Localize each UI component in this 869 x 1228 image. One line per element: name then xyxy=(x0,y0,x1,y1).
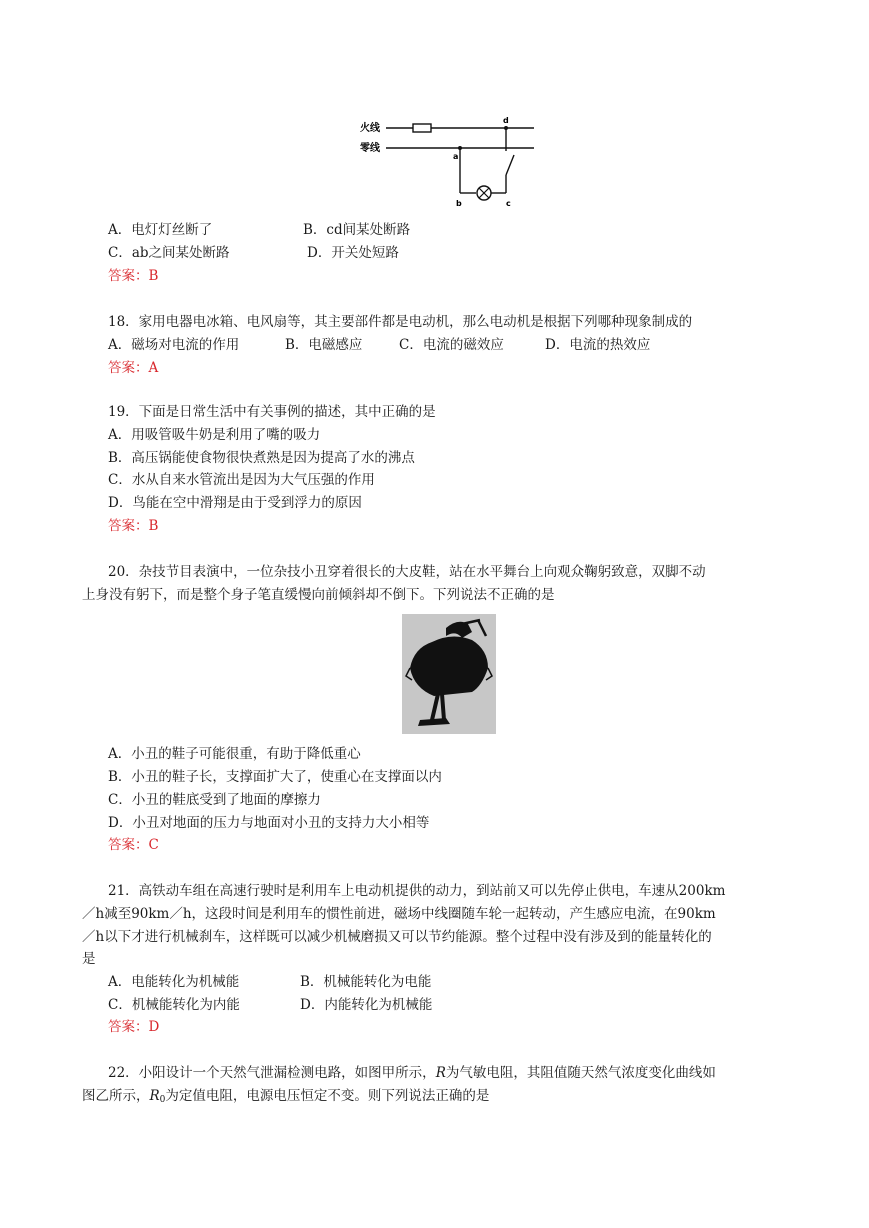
q20-option-d: D．小丑对地面的压力与地面对小丑的支持力大小相等 xyxy=(108,815,430,831)
q18-option-b: B．电磁感应 xyxy=(285,337,363,353)
q22-var-r0: R xyxy=(149,1088,160,1104)
q18-option-c: C．电流的磁效应 xyxy=(399,337,504,353)
q19-option-d: D．鸟能在空中滑翔是由于受到浮力的原因 xyxy=(108,495,362,511)
q22-var-r: R xyxy=(435,1065,446,1081)
circuit-diagram xyxy=(358,113,538,217)
q20-option-b: B．小丑的鞋子长，支撑面扩大了，使重心在支撑面以内 xyxy=(108,769,442,785)
q21-option-c: C．机械能转化为内能 xyxy=(108,997,240,1013)
node-a-label: a xyxy=(453,152,459,161)
q19-stem: 19．下面是日常生活中有关事例的描述，其中正确的是 xyxy=(108,404,436,420)
q17-option-c: C．ab之间某处断路 xyxy=(108,245,230,261)
q21-answer: 答案：D xyxy=(108,1019,160,1035)
q18-option-a: A．磁场对电流的作用 xyxy=(108,337,240,353)
node-b-label: b xyxy=(456,199,462,208)
fire-wire-label: 火线 xyxy=(360,123,380,134)
q21-option-d: D．内能转化为机械能 xyxy=(300,997,433,1013)
q21-stem-line-2: ／h减至90km／h，这段时间是利用车的惯性前进，磁场中线圈随车轮一起转动，产生感应电流，在90km xyxy=(82,906,716,922)
q22-stem-line-1 xyxy=(108,1064,716,1082)
q19-option-b: B．高压锅能使食物很快煮熟是因为提高了水的沸点 xyxy=(108,450,415,466)
clown-image xyxy=(402,614,496,734)
lamp-icon xyxy=(477,186,491,200)
q17-answer: 答案：B xyxy=(108,268,159,284)
q18-option-d: D．电流的热效应 xyxy=(545,337,651,353)
q20-stem-line-2: 上身没有躬下，而是整个身子笔直缓慢向前倾斜却不倒下。下列说法不正确的是 xyxy=(82,587,555,603)
q22-stem-part-2: 为气敏电阻，其阻值随天然气浓度变化曲线如 xyxy=(445,1065,716,1081)
q18-answer: 答案：A xyxy=(108,360,159,376)
q22-stem-part-3: 图乙所示， xyxy=(82,1088,150,1104)
q17-option-d: D．开关处短路 xyxy=(307,245,399,261)
q20-option-a: A．小丑的鞋子可能很重，有助于降低重心 xyxy=(108,746,361,762)
q22-stem-part-1: 22．小阳设计一个天然气泄漏检测电路，如图甲所示， xyxy=(108,1065,436,1081)
q19-answer: 答案：B xyxy=(108,518,159,534)
q21-stem-line-1: 21．高铁动车组在高速行驶时是利用车上电动机提供的动力，到站前又可以先停止供电，车速从200km xyxy=(108,883,726,899)
q22-stem-line-2 xyxy=(82,1087,489,1109)
switch-icon xyxy=(506,155,514,175)
q20-option-c: C．小丑的鞋底受到了地面的摩擦力 xyxy=(108,792,321,808)
q17-option-a: A．电灯灯丝断了 xyxy=(108,222,213,238)
q20-stem-line-1: 20．杂技节目表演中，一位杂技小丑穿着很长的大皮鞋，站在水平舞台上向观众鞠躬致意，双脚不动 xyxy=(108,564,706,580)
q20-answer: 答案：C xyxy=(108,837,159,853)
q17-option-b: B．cd间某处断路 xyxy=(303,222,411,238)
q21-option-b: B．机械能转化为电能 xyxy=(300,974,432,990)
q19-option-c: C．水从自来水管流出是因为大气压强的作用 xyxy=(108,472,375,488)
node-d-label: d xyxy=(503,116,509,125)
q19-option-a: A．用吸管吸牛奶是利用了嘴的吸力 xyxy=(108,427,321,443)
fuse-icon xyxy=(413,124,431,132)
q21-stem-line-4: 是 xyxy=(82,951,96,967)
q18-stem: 18．家用电器电冰箱、电风扇等，其主要部件都是电动机，那么电动机是根据下列哪种现象制成的 xyxy=(108,314,693,330)
q21-option-a: A．电能转化为机械能 xyxy=(108,974,240,990)
q22-stem-part-4: 为定值电阻，电源电压恒定不变。则下列说法正确的是 xyxy=(165,1088,490,1104)
node-c-label: c xyxy=(506,199,511,208)
q21-stem-line-3: ／h以下才进行机械刹车，这样既可以减少机械磨损又可以节约能源。整个过程中没有涉及到的能量转化的 xyxy=(82,929,712,945)
zero-wire-label: 零线 xyxy=(360,143,380,154)
q22-var-r0-subscript: 0 xyxy=(159,1095,166,1105)
